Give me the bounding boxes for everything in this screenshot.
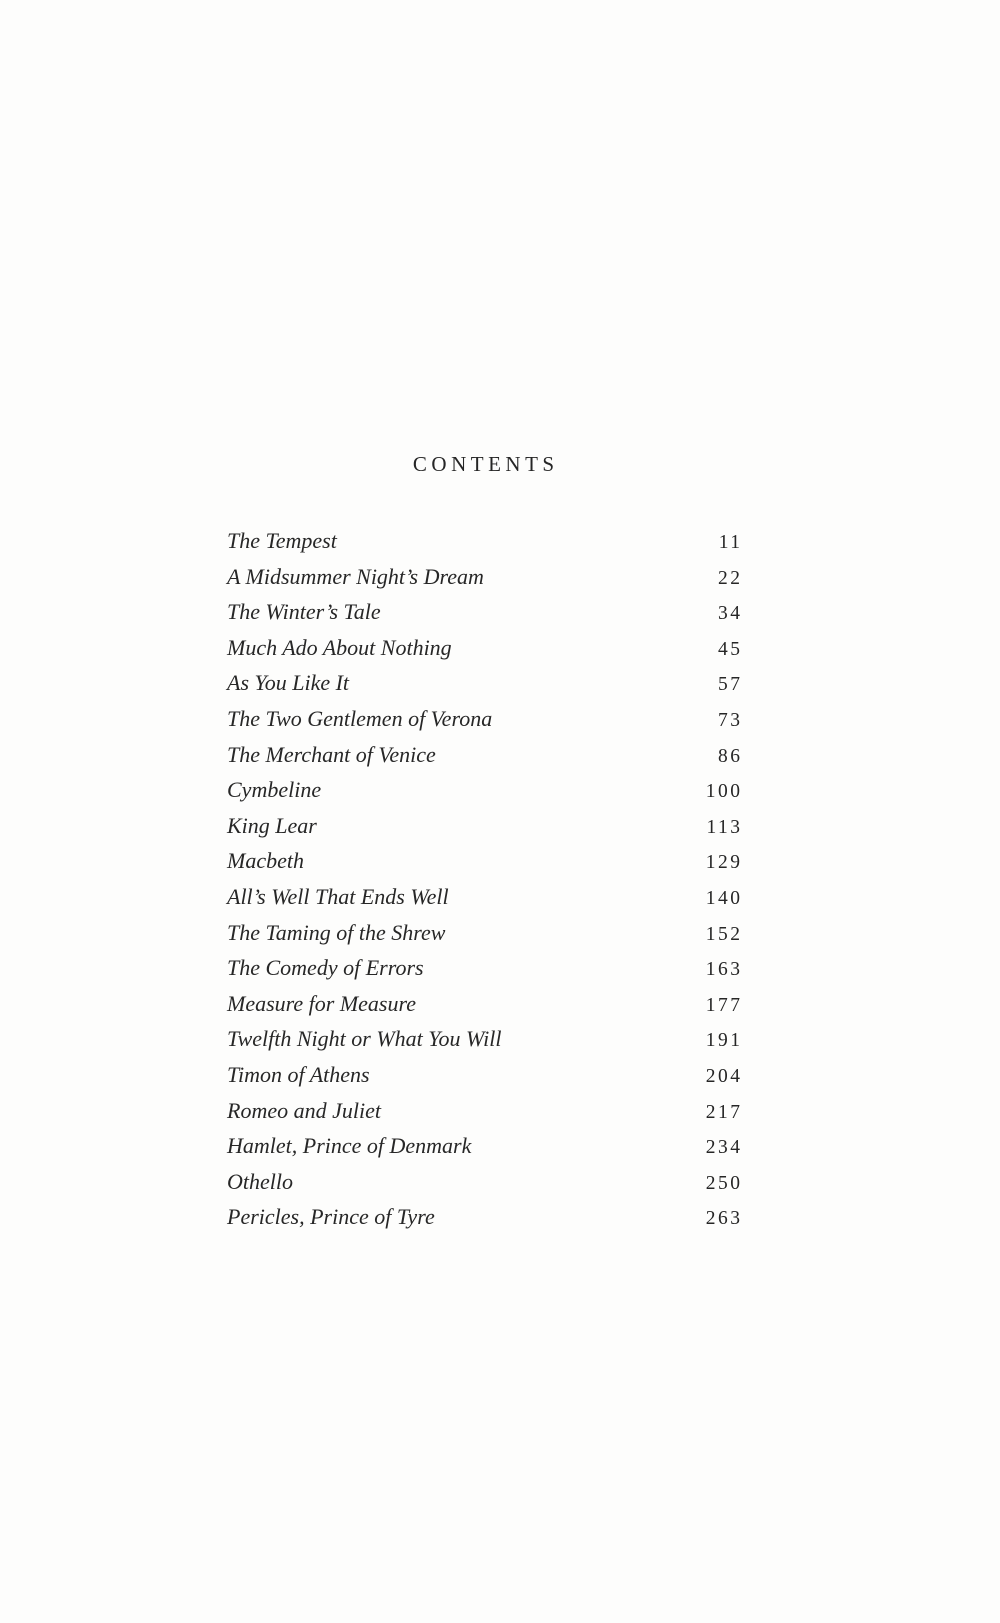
toc-row <box>227 986 743 1022</box>
toc-row <box>227 915 743 951</box>
toc-row <box>227 559 743 595</box>
toc-entry-page-number: 86 <box>718 745 743 767</box>
toc-row <box>227 879 743 915</box>
toc-entry-page-number: 100 <box>705 781 743 803</box>
toc-entry-title: Measure for Measure <box>227 990 416 1016</box>
toc-entry-page-number: 113 <box>706 816 743 838</box>
toc-entry-title: King Lear <box>227 812 317 838</box>
toc-entry-page-number: 22 <box>718 567 743 589</box>
toc-row <box>227 1093 743 1129</box>
toc-entry-page-number: 129 <box>705 852 743 874</box>
toc-entry-title: The Tempest <box>227 528 337 553</box>
toc-entry-page-number: 217 <box>705 1101 743 1123</box>
toc-entry-title: Pericles, Prince of Tyre <box>227 1204 435 1230</box>
toc-row <box>227 701 743 737</box>
toc-row <box>227 594 743 630</box>
toc-row <box>227 1128 743 1164</box>
toc-entry-page-number: 73 <box>718 709 743 731</box>
toc-entry-title: Othello <box>227 1168 293 1194</box>
toc-row <box>227 1057 743 1093</box>
toc-entry-page-number: 152 <box>705 923 743 945</box>
toc-entry-title: Cymbeline <box>227 777 322 803</box>
toc-entry-title: The Comedy of Errors <box>227 955 424 981</box>
toc-entry-page-number: 250 <box>705 1172 743 1194</box>
toc-entry-page-number: 263 <box>705 1208 743 1230</box>
toc-entry-page-number: 140 <box>705 887 743 909</box>
toc-row <box>227 1021 743 1057</box>
toc-entry-title: Hamlet, Prince of Denmark <box>227 1133 472 1159</box>
toc-row <box>227 808 743 844</box>
toc-row <box>227 1164 743 1200</box>
toc-row <box>227 630 743 666</box>
page-title: CONTENTS <box>412 452 559 476</box>
toc-entry-title: The Two Gentlemen of Verona <box>227 705 493 731</box>
toc-row <box>227 1199 743 1235</box>
toc-entry-page-number: 177 <box>705 994 743 1016</box>
toc-entry-page-number: 163 <box>705 959 743 981</box>
toc-row <box>227 665 743 701</box>
toc-row <box>227 950 743 986</box>
toc-row <box>227 772 743 808</box>
toc-entry-title: The Winter’s Tale <box>227 599 381 625</box>
toc-entry-title: A Midsummer Night’s Dream <box>227 563 484 589</box>
toc-entry-page-number: 34 <box>718 603 743 625</box>
toc-entry-page-number: 234 <box>705 1137 743 1159</box>
toc-entry-title: Much Ado About Nothing <box>227 634 452 660</box>
toc-entry-page-number: 45 <box>718 638 743 660</box>
toc-row <box>227 737 743 773</box>
toc-entry-title: The Merchant of Venice <box>227 741 436 767</box>
toc-entry-title: All’s Well That Ends Well <box>227 883 449 909</box>
toc-list <box>227 523 743 1235</box>
toc-entry-page-number: 204 <box>705 1065 743 1087</box>
toc-entry-page-number: 191 <box>705 1030 743 1052</box>
toc-entry-title: Timon of Athens <box>227 1061 370 1087</box>
toc-entry-title: Macbeth <box>227 848 304 874</box>
toc-entry-page-number: 57 <box>718 674 743 696</box>
toc-entry-title: As You Like It <box>227 670 350 696</box>
toc-entry-title: The Taming of the Shrew <box>227 919 446 945</box>
toc-row <box>227 523 743 559</box>
toc-entry-title: Twelfth Night or What You Will <box>227 1026 502 1052</box>
toc-row <box>227 843 743 879</box>
toc-entry-page-number: 11 <box>718 532 743 553</box>
toc-entry-title: Romeo and Juliet <box>227 1097 381 1123</box>
